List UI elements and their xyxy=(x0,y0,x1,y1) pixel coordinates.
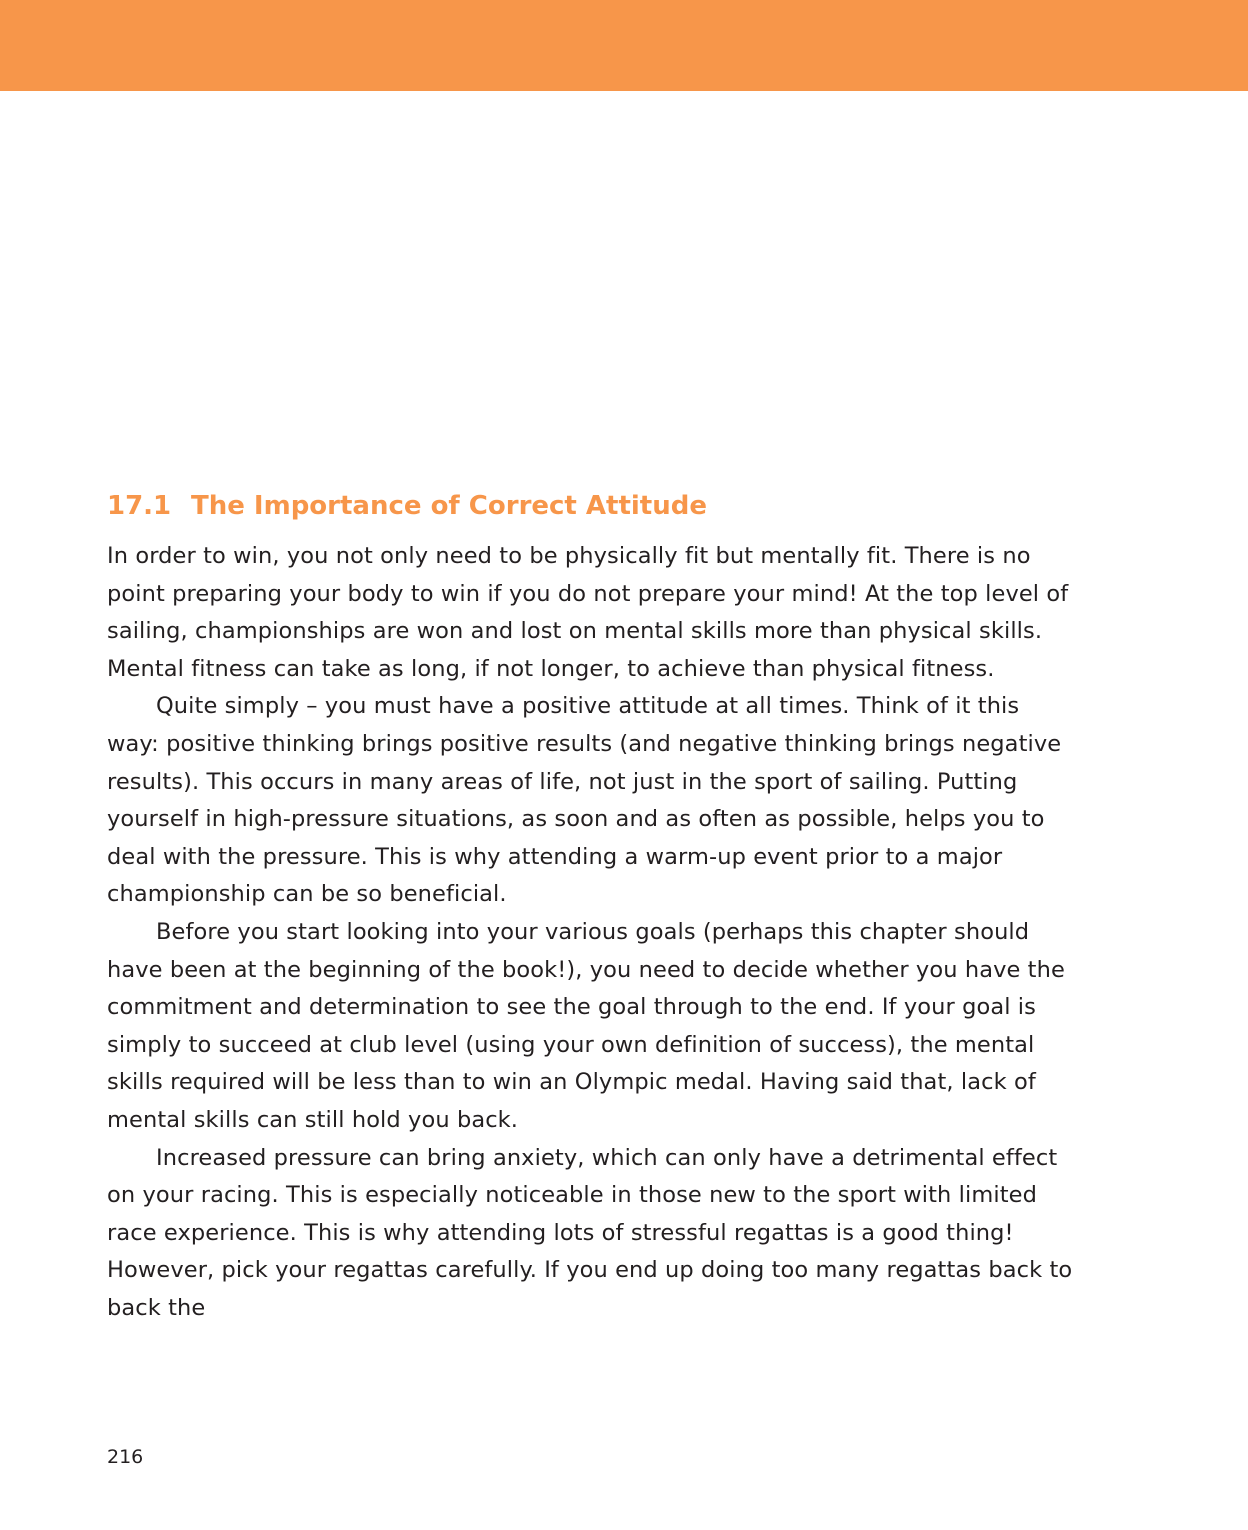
body-text xyxy=(107,538,1077,1327)
paragraph-2: Quite simply – you must have a positive attitude at all times. Think of it this way: positive thinking brings positive results (and negative thinking brings negative results). This occurs in many areas of life, not just in the sport of sailing. Putting yourself in high-pressure situations, as soon and as often as possible, helps you to deal with the pressure. This is why attending a warm-up event prior to a major championship can be so beneficial. xyxy=(107,693,1062,908)
page-number: 216 xyxy=(107,1446,144,1468)
paragraph-1: In order to win, you not only need to be physically fit but mentally fit. There is no point preparing your body to win if you do not prepare your mind! At the top level of sailing, championships are won and lost on mental skills more than physical skills. Mental fitness can take as long, if not longer, to achieve than physical fitness. xyxy=(107,543,1069,682)
section-number: 17.1 xyxy=(107,491,172,521)
section-heading xyxy=(107,487,707,525)
paragraph-3: Before you start looking into your various goals (perhaps this chapter should have been at the beginning of the book!), you need to decide whether you have the commitment and determination to see the goal through to the end. If your goal is simply to succeed at club level (using your own definition of success), the mental skills required will be less than to win an Olympic medal. Having said that, lack of mental skills can still hold you back. xyxy=(107,918,1065,1133)
header-color-band xyxy=(0,0,1248,91)
section-title: The Importance of Correct Attitude xyxy=(191,491,707,521)
paragraph-4: Increased pressure can bring anxiety, which can only have a detrimental effect on your racing. This is especially noticeable in those new to the sport with limited race experience. This is why attending lots of stressful regattas is a good thing! However, pick your regattas carefully. If you end up doing too many regattas back to back the xyxy=(107,1144,1073,1321)
